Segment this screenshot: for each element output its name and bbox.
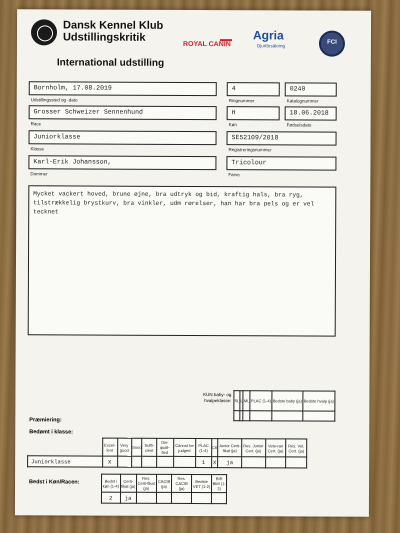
best-grid [101, 474, 227, 505]
baby-cell [303, 411, 335, 421]
class-row-cell [241, 457, 265, 468]
form-title-line2: Udstillingskritik [62, 31, 146, 44]
agria-tagline: Djurförsäkring [256, 43, 285, 49]
ring-label: Ringnummer [228, 98, 255, 104]
class-row-cell [142, 456, 156, 467]
class-header-veteran-cert: Vete-ran Cert. (ja) [265, 439, 286, 457]
class-row-cell [173, 456, 196, 467]
class-header-good: Good [131, 438, 142, 456]
baby-header-plac: PLAC (1-4) [250, 391, 272, 411]
sex-label: Køn [228, 122, 237, 128]
class-row-cell [131, 456, 142, 467]
class-grid-corner [28, 438, 103, 456]
class-grid [27, 437, 307, 468]
best-row-certifikat: ja [120, 492, 136, 503]
class-label: Klasse [30, 146, 45, 152]
dkk-logo-icon [31, 19, 57, 45]
baby-label-line2: hvalpeklasse: [204, 398, 232, 404]
class-header-plac: PLAC (1-4) [196, 439, 212, 457]
best-row-cell [212, 493, 227, 504]
critique-form [15, 9, 371, 517]
judge-field: Karl-Erik Johansson, [28, 155, 216, 170]
royal-canin-logo: ROYAL CANIN [182, 40, 231, 49]
critique-text: Mycket vackert hoved, brune øjne, bra udtryk og bid, kraftig hals, bra ryg, tilstrækkelig brystkurv, bra vinkler, udm rørelser, han har bra pels og er vel tecknet [28, 185, 337, 336]
baby-header-best-baby: Bedste baby (ja) [272, 391, 303, 411]
premiering-title: Præmiering: [29, 417, 62, 424]
place-date-field: Bornholm, 17.08.2019 [29, 81, 217, 96]
baby-header-ml: ML [243, 391, 250, 411]
birthdate-field: 18.06.2018 [285, 106, 337, 120]
breed-field: Grosser Schweizer Sennenhund [29, 105, 217, 120]
fci-logo-text: FCI [327, 39, 337, 46]
class-judged-title: Bedømt i klasse: [29, 429, 73, 436]
best-header-cacib: CACIB (ja) [156, 474, 172, 492]
best-header-res-cacib: Res. CACIB (ja) [172, 474, 191, 492]
catalog-label: Katalognummer [286, 98, 319, 104]
class-header-sufficient: Suffi-cient [142, 438, 156, 456]
class-header-very-good: Very good [117, 438, 131, 456]
best-row-cell [136, 492, 156, 503]
royal-canin-crown-icon [220, 31, 232, 41]
baby-header-sl: SL [234, 391, 240, 411]
reg-label: Registreringsnummer [228, 147, 272, 153]
best-header-res-certifikat: Res. Certi-fikat (ja) [137, 475, 155, 491]
baby-grid [233, 390, 335, 421]
baby-label [185, 392, 231, 404]
breed-label: Race [30, 121, 42, 127]
best-row-cell [156, 492, 172, 503]
class-row-excellent: X [102, 456, 117, 467]
best-header-best-vet: Bedste VET (1-2) [191, 474, 212, 492]
best-header-certifikat: Certi-fikat (ja) [120, 474, 136, 492]
birthdate-label: Fødselsdato [286, 122, 312, 128]
class-row-junior-cert: ja [218, 457, 241, 468]
class-row-plac: 1 [196, 457, 212, 468]
class-header-cannot-judge: Cannot be judged [173, 438, 196, 456]
place-date-label: Udstillingssted og -dato [30, 97, 78, 103]
fci-logo-icon [319, 31, 345, 57]
class-field: Juniorklasse [29, 130, 217, 145]
baby-header-best-puppy: Bedste hvalp (ja) [303, 391, 335, 411]
reg-field: SE52109/2018 [227, 131, 337, 145]
baby-label-line1: KUN baby- og [203, 392, 232, 398]
class-header-ck: CK [211, 439, 218, 457]
color-label: Farve [228, 172, 240, 178]
ring-field: 4 [227, 82, 280, 96]
class-header-res-vet-cert: Res. Vet. Cert. (ja) [286, 439, 307, 457]
class-row-cell [117, 456, 131, 467]
class-row-cell [286, 457, 307, 468]
best-row-cell [191, 492, 212, 503]
class-header-junior-cert: Junior Certi-fikat (ja) [218, 439, 241, 457]
judge-label: Dommer [30, 171, 48, 177]
color-field: Tricolour [226, 156, 336, 170]
best-row-cell [172, 492, 191, 503]
class-row-cell [265, 457, 286, 468]
best-header-bedst-i-kon: Bedst i køn (1-4) [101, 474, 120, 492]
class-header-res-junior-cert: Res. Junior Cert. (ja) [241, 439, 265, 457]
class-header-disqualified: Dis-quali-fied [156, 438, 173, 456]
class-row-ck: X [211, 457, 218, 468]
class-row-cell [156, 456, 173, 467]
best-title: Bedst i Køn/Racen: [29, 479, 80, 486]
baby-header-l: L [240, 391, 243, 411]
best-header-bir-bim: BIR BIM (1-2) [212, 476, 226, 492]
baby-cell [272, 411, 303, 421]
sex-field: H [227, 106, 280, 120]
best-row-bedst-i-kon: 2 [101, 492, 120, 503]
class-row-name: Juniorklasse [28, 456, 103, 467]
form-title-line1: Dansk Kennel Klub [63, 19, 164, 32]
catalog-field: 0240 [285, 82, 337, 96]
baby-cell [250, 411, 272, 421]
agria-logo: Agria [252, 28, 284, 43]
form-subtitle: International udstilling [56, 57, 165, 69]
class-header-excellent: Excel-lent [102, 438, 117, 456]
